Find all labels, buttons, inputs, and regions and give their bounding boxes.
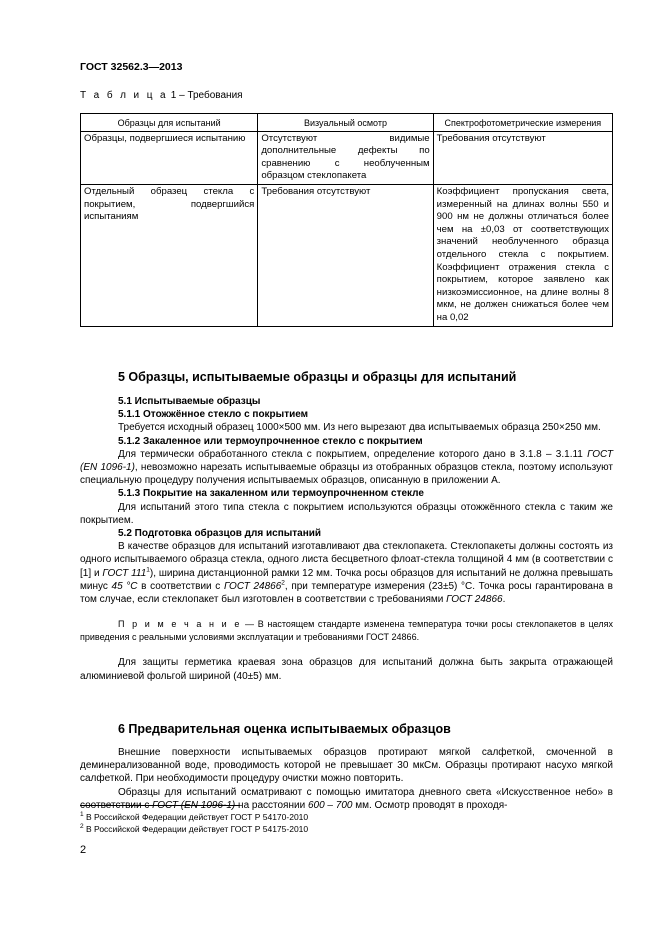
table-cell: Отдельный образец стекла с покрытием, подвергшийся испытаниям (81, 184, 258, 326)
page-number: 2 (80, 844, 87, 856)
table-cell: Коэффициент пропускания света, измеренный на длинах волны 550 и 900 нм не должны отличаться более чем на ±0,03 от соответствующих значений необлученного образца отдельного стекла с покрытием. Коэффициент отражения стекла с покрытием, которое заявлено как низкоэмиссионное, на длине волны 8 мкм, не должен снижаться более чем на 0,02 (433, 184, 612, 326)
paragraph-edge-protection: Для защиты герметика краевая зона образцов для испытаний должна быть закрыта отражающей алюминиевой фольгой шириной (40±5) мм. (80, 657, 613, 682)
heading-5-2: 5.2 Подготовка образцов для испытаний (118, 528, 322, 540)
table-header-row (81, 114, 613, 132)
distance-value: 600 – 700 (307, 799, 353, 811)
footnote-separator (80, 805, 240, 806)
footnote-marker: 1 (146, 566, 150, 574)
paragraph-5-1-3: Для испытаний этого типа стекла с покрытием используются образцы отожжённого стекла с таким же покрытием. (80, 501, 613, 526)
gost-reference: ГОСТ (EN 1096-1) (80, 448, 613, 474)
note-label: П р и м е ч а н и е (118, 619, 242, 630)
section-6-body (80, 746, 613, 812)
heading-5-1: 5.1 Испытываемые образцы (118, 396, 261, 407)
note-text: — В настоящем стандарте изменена температура точки росы стеклопакетов в целях приведения с реальными условиями эксплуатации и требованиями ГОСТ 24866. (80, 619, 613, 642)
paragraph-6-1: Внешние поверхности испытываемых образцов протирают мягкой салфеткой, смоченной в деминерализованной воде, проводимость которой не превышает 30 мкСм. Образцы протирают насухо мягкой салфеткой. При необходимости процедуру очистки можно повторить. (80, 747, 613, 785)
table-header-cell: Спектрофотометрические измерения (433, 114, 612, 132)
table-header-cell: Образцы для испытаний (81, 114, 258, 132)
table-row (81, 131, 613, 184)
paragraph-6-2: Образцы для испытаний осматривают с помощью имитатора дневного света «Искусственное небо» в соответствии с ГОСТ (EN 1096-1) на расстоянии 600 – 700 мм. Осмотр проводят в проходя- (80, 786, 613, 811)
table-cell: Требования отсутствуют (258, 184, 433, 326)
table-cell: Образцы, подвергшиеся испытанию (81, 131, 258, 184)
paragraph-5-1-2: Для термически обработанного стекла с покрытием, определение которого дано в 3.1.8 – 3.1.11 ГОСТ (EN 1096-1), невозможно нарезать испытываемые образцы из отобранных образцов стекла, поэтому используют специальную процедуру получения испытываемых образцов, описанную в приложении А. (80, 448, 614, 487)
table-caption-label: Т а б л и ц а (80, 90, 168, 101)
dew-point-value: 45 °C (111, 580, 138, 592)
footnote-1: $^1$ В Российской Федерации действует ГОСТ Р 54170-2010 (80, 811, 309, 822)
heading-5-1-3: 5.1.3 Покрытие на закаленном или термоупрочненном стекле (118, 488, 424, 500)
heading-5-1-2: 5.1.2 Закаленное или термоупрочненное стекло с покрытием (118, 435, 423, 447)
table-caption-text: 1 – Требования (170, 90, 243, 101)
table-cell: Требования отсутствуют (433, 131, 612, 184)
gost-reference: ГОСТ 24866 (446, 594, 503, 606)
section-5-body (80, 395, 613, 683)
table-header-cell: Визуальный осмотр (258, 114, 433, 132)
section-5-title: 5 Образцы, испытываемые образцы и образцы для испытаний (118, 370, 517, 384)
paragraph-5-2: В качестве образцов для испытаний изготавливают два стеклопакета. Стеклопакеты должны состоять из одного испытываемого образца стекла, одного листа бесцветного флоат-стекла толщиной 4 мм (в соответствии с [1] и ГОСТ $111^1$), ширина дистанционной рамки 12 мм. Точка росы образцов для испытаний не должна превышать минус 45 °C в соответствии с ГОСТ 24866$^2$, при температуре измерения (23±5) °С. Точка росы гарантирована в том случае, если стеклопакет был изготовлен в соответствии с требованиями ГОСТ 24866. (80, 541, 613, 606)
requirements-table (80, 113, 613, 327)
paragraph-5-1-1: Требуется исходный образец 1000×500 мм. Из него вырезают два испытываемых образца 250×250 мм. (118, 422, 601, 434)
heading-5-1-1: 5.1.1 Отожжённое стекло с покрытием (118, 409, 309, 421)
gost-reference: ГОСТ (EN 1096-1) (152, 799, 236, 811)
note (80, 618, 613, 643)
footnote-2: $^2$ В Российской Федерации действует ГОСТ Р 54175-2010 (80, 823, 309, 834)
table-cell: Отсутствуют видимые дополнительные дефекты по сравнению с необлученным образцом стеклопакета (258, 131, 433, 184)
table-row (81, 184, 613, 326)
document-header: ГОСТ 32562.3—2013 (80, 61, 183, 73)
gost-reference: ГОСТ 111 (102, 567, 147, 579)
table-caption (80, 90, 243, 101)
footnote-marker: 2 (281, 579, 285, 587)
gost-reference: ГОСТ 24866 (223, 580, 282, 592)
section-6-title: 6 Предварительная оценка испытываемых образцов (118, 722, 451, 736)
